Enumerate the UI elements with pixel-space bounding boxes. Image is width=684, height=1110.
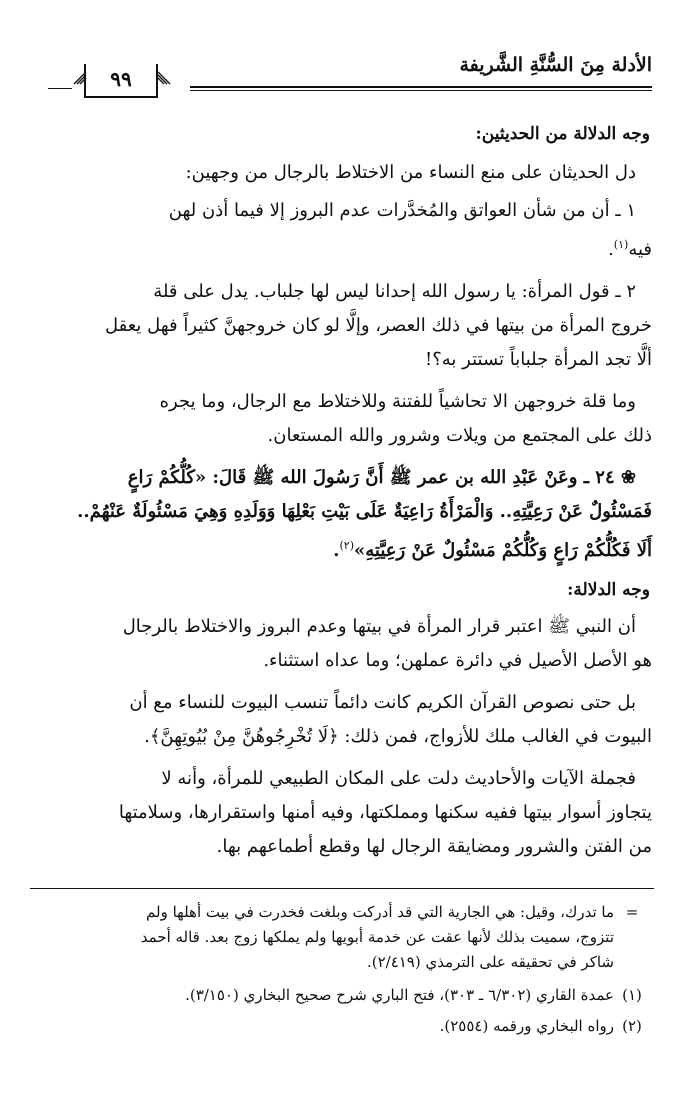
footnote-divider xyxy=(30,888,654,889)
text-line: خروج المرأة من بيتها في ذلك العصر، وإلَّا لو كان خروجهنَّ كثيراً فهل يعقل xyxy=(104,315,652,336)
paragraph xyxy=(32,762,652,864)
text-line: البيوت في الغالب ملك للأزواج، فمن ذلك: ﴿لَا تُخْرِجُوهُنَّ مِنْ بُيُوتِهِنَّ﴾. xyxy=(144,726,652,747)
footnote-line: شاكر في تحقيقه على الترمذي (٢/٤١٩). xyxy=(366,953,614,971)
section-heading: وجه الدلالة من الحديثين: xyxy=(475,124,650,144)
page-header xyxy=(40,50,652,100)
text-line: ١ ـ أن من شأن العواتق والمُخدَّرات عدم البروز إلا فيما أذن لهن xyxy=(168,200,636,221)
footnote-continued xyxy=(30,900,650,975)
footnote-text: عمدة القاري (٦/٣٠٢ ـ ٣٠٣)، فتح الباري شرح صحيح البخاري (٣/١٥٠). xyxy=(185,986,614,1004)
paragraph xyxy=(32,156,652,190)
text-line: من الفتن والشرور ومضايقة الرجال لها وقطع أطماعهم بها. xyxy=(216,836,652,857)
footnote-ref[interactable]: (٢) xyxy=(339,539,354,552)
text-line: أن النبي ﷺ اعتبر قرار المرأة في بيتها وعدم البروز والاختلاط بالرجال xyxy=(122,616,636,637)
text-line: دل الحديثان على منع النساء من الاختلاط بالرجال من وجهين: xyxy=(185,162,636,183)
footnote-number: (٢) xyxy=(622,1017,642,1035)
paragraph xyxy=(32,610,652,678)
header-rule-left xyxy=(48,88,72,89)
ornament-icon xyxy=(156,70,172,86)
header-rule xyxy=(190,86,652,88)
footnote-number: (١) xyxy=(622,986,642,1004)
text-line: ألَّا تجد المرأة جلباباً تستتر به؟! xyxy=(424,349,652,370)
continuation-mark: = xyxy=(625,903,639,921)
page-number-box xyxy=(84,64,158,98)
text-line: هو الأصل الأصيل في دائرة عملهن؛ وما عداه استثناء. xyxy=(263,650,652,671)
footnote-2 xyxy=(30,1014,650,1039)
hadith-marker-icon: ❀ xyxy=(614,467,636,488)
paragraph xyxy=(32,686,652,754)
header-rule-thin xyxy=(190,90,652,91)
text-line: ذلك على المجتمع من ويلات وشرور والله المستعان. xyxy=(267,425,652,446)
text-line: بل حتى نصوص القرآن الكريم كانت دائماً تنسب البيوت للنساء مع أن xyxy=(129,692,636,713)
footnote-text: رواه البخاري ورقمه (٢٥٥٤). xyxy=(439,1017,614,1035)
page-number: ٩٩ xyxy=(110,67,132,91)
text-line: فيه$^{(١)}$. xyxy=(608,238,652,260)
text-line: ٢ ـ قول المرأة: يا رسول الله إحدانا ليس لها جلباب. يدل على قلة xyxy=(153,281,636,302)
running-title: الأدلة مِنَ السُّنَّةِ الشَّريفة xyxy=(459,54,652,76)
section-heading: وجه الدلالة: xyxy=(567,580,650,600)
hadith xyxy=(32,461,652,568)
paragraph xyxy=(32,385,652,453)
text-line: أَلَا فَكُلُّكُمْ رَاعٍ وَكُلُّكُمْ مَسْئُولٌ عَنْ رَعِيَّتِهِ»$^{(٢)}$. xyxy=(333,539,652,561)
footnote-1 xyxy=(30,983,650,1008)
text-line: وما قلة خروجهن الا تحاشياً للفتنة وللاختلاط مع الرجال، وما يجره xyxy=(159,391,636,412)
paragraph xyxy=(32,275,652,377)
text-line: فَمَسْئُولٌ عَنْ رَعِيَّتِهِ.. وَالْمَرْأَةُ رَاعِيَةٌ عَلَى بَيْتِ بَعْلِهَا وَوَلَدِهِ وَهِيَ مَسْئُولَةٌ عَنْهُمْ.. xyxy=(77,501,652,522)
text-line: فجملة الآيات والأحاديث دلت على المكان الطبيعي للمرأة، وأنه لا xyxy=(161,768,636,789)
footnote-line: ما تدرك، وقيل: هي الجارية التي قد أدركت وبلغت فخدرت في بيت أهلها ولم xyxy=(146,903,614,921)
footnote-ref[interactable]: (١) xyxy=(613,238,629,251)
footnote-line: تتزوج، سميت بذلك لأنها عقت عن خدمة أبويها ولم يملكها زوج بعد. قاله أحمد xyxy=(140,928,614,946)
main-text xyxy=(32,156,652,568)
ornament-icon xyxy=(72,70,88,86)
text-line: يتجاوز أسوار بيتها ففيه سكنها ومملكتها، وفيه أمنها واستقرارها، وسلامتها xyxy=(118,802,652,823)
paragraph xyxy=(32,194,652,267)
footnotes xyxy=(30,900,650,1039)
main-text-2 xyxy=(32,610,652,864)
text-line: ❀ ٢٤ ـ وعَنْ عَبْدِ الله بن عمر ﷺ أَنَّ رَسُولَ الله ﷺ قَالَ: «كُلُّكُمْ رَاعٍ xyxy=(127,467,636,488)
